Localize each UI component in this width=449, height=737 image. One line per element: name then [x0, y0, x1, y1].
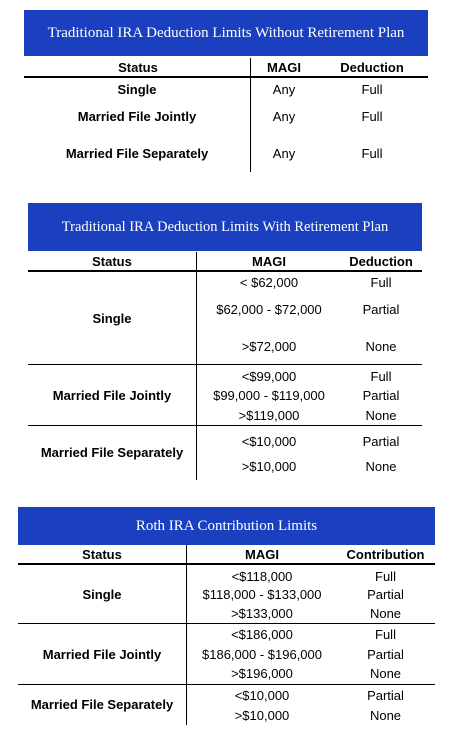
table2-g2-r2-result: Partial: [362, 388, 400, 403]
table2-g1-r1-result: Full: [370, 275, 392, 290]
table3-column-divider: [186, 545, 187, 725]
table3-group-divider-2: [18, 684, 435, 685]
table3-g3-r2-result: None: [369, 708, 402, 723]
table2-column-divider: [196, 252, 197, 480]
table2-g1-r3-result: None: [365, 339, 397, 354]
table3-title: Roth IRA Contribution Limits: [135, 517, 318, 534]
table2-group1-status: Single: [92, 311, 132, 326]
table2-g2-r2-magi: $99,000 - $119,000: [213, 388, 325, 403]
table3-g1-r3-result: None: [369, 606, 402, 621]
table3-g1-r1-result: Full: [375, 569, 396, 584]
table3-g2-r2-result: Partial: [367, 647, 404, 662]
table2-g1-r3-magi: >$72,000: [241, 339, 297, 354]
table2-g3-r2-magi: >$10,000: [241, 459, 297, 474]
table3-header-divider: [18, 563, 435, 565]
table3-group1-status: Single: [82, 587, 122, 602]
table2-header-divider: [28, 270, 422, 272]
table1-header-magi: MAGI: [267, 60, 301, 75]
table1-row3-result: Full: [361, 146, 383, 161]
table1-row2-status: Married File Jointly: [77, 109, 197, 124]
table2-header-deduction: Deduction: [349, 254, 413, 269]
table3-g1-r3-magi: >$133,000: [231, 606, 293, 621]
table3-g3-r2-magi: >$10,000: [234, 708, 290, 723]
table2-group-divider-2: [28, 425, 422, 426]
table2-g1-r1-magi: < $62,000: [239, 275, 299, 290]
table2-g3-r1-magi: <$10,000: [241, 434, 297, 449]
table2-group2-status: Married File Jointly: [52, 388, 172, 403]
table1-row1-result: Full: [361, 82, 383, 97]
table2-group-divider-1: [28, 364, 422, 365]
table3-group2-status: Married File Jointly: [42, 647, 162, 662]
table2-g2-r3-magi: >$119,000: [238, 408, 300, 423]
table3-g2-r3-magi: >$196,000: [231, 666, 293, 681]
table3-header-status: Status: [82, 547, 122, 562]
table1-header-status: Status: [118, 60, 158, 75]
table2-title-banner: [28, 203, 422, 251]
table3-g1-r2-magi: $118,000 - $133,000: [202, 587, 322, 602]
table2-header-magi: MAGI: [252, 254, 286, 269]
table2-group3-status: Married File Separately: [40, 445, 184, 460]
table3-g3-r1-result: Partial: [367, 688, 404, 703]
table3-title-banner: [18, 507, 435, 545]
table3-g2-r3-result: None: [369, 666, 402, 681]
table3-g1-r2-result: Partial: [367, 587, 404, 602]
table2-g1-r2-result: Partial: [362, 302, 400, 317]
table2-g2-r1-magi: <$99,000: [241, 369, 297, 384]
table3-header-contribution: Contribution: [346, 547, 425, 562]
table3-g2-r1-result: Full: [375, 627, 396, 642]
table2-header-status: Status: [92, 254, 132, 269]
table1-column-divider: [250, 58, 251, 172]
table3-g3-r1-magi: <$10,000: [234, 688, 290, 703]
table1-title: Traditional IRA Deduction Limits Without Retirement Plan: [47, 24, 405, 41]
table2-g2-r1-result: Full: [370, 369, 392, 384]
table3-group-divider-1: [18, 623, 435, 624]
table2-g3-r1-result: Partial: [362, 434, 400, 449]
table3-g2-r1-magi: <$186,000: [231, 627, 293, 642]
table2-g2-r3-result: None: [365, 408, 397, 423]
table1-header-deduction: Deduction: [340, 60, 404, 75]
table1-row2-magi: Any: [272, 109, 296, 124]
table1-header-divider: [24, 76, 428, 78]
table2-g3-r2-result: None: [365, 459, 397, 474]
table1-row1-magi: Any: [272, 82, 296, 97]
table2-title: Traditional IRA Deduction Limits With Retirement Plan: [61, 218, 389, 235]
table1-row2-result: Full: [361, 109, 383, 124]
table1-row1-status: Single: [117, 82, 157, 97]
table2-g1-r2-magi: $62,000 - $72,000: [216, 302, 322, 317]
table1-title-banner: [24, 10, 428, 56]
table1-row3-status: Married File Separately: [65, 146, 209, 161]
table3-g1-r1-magi: <$118,000: [231, 569, 293, 584]
table3-group3-status: Married File Separately: [30, 697, 174, 712]
table3-header-magi: MAGI: [245, 547, 279, 562]
table1-row3-magi: Any: [272, 146, 296, 161]
table3-g2-r2-magi: $186,000 - $196,000: [202, 647, 322, 662]
